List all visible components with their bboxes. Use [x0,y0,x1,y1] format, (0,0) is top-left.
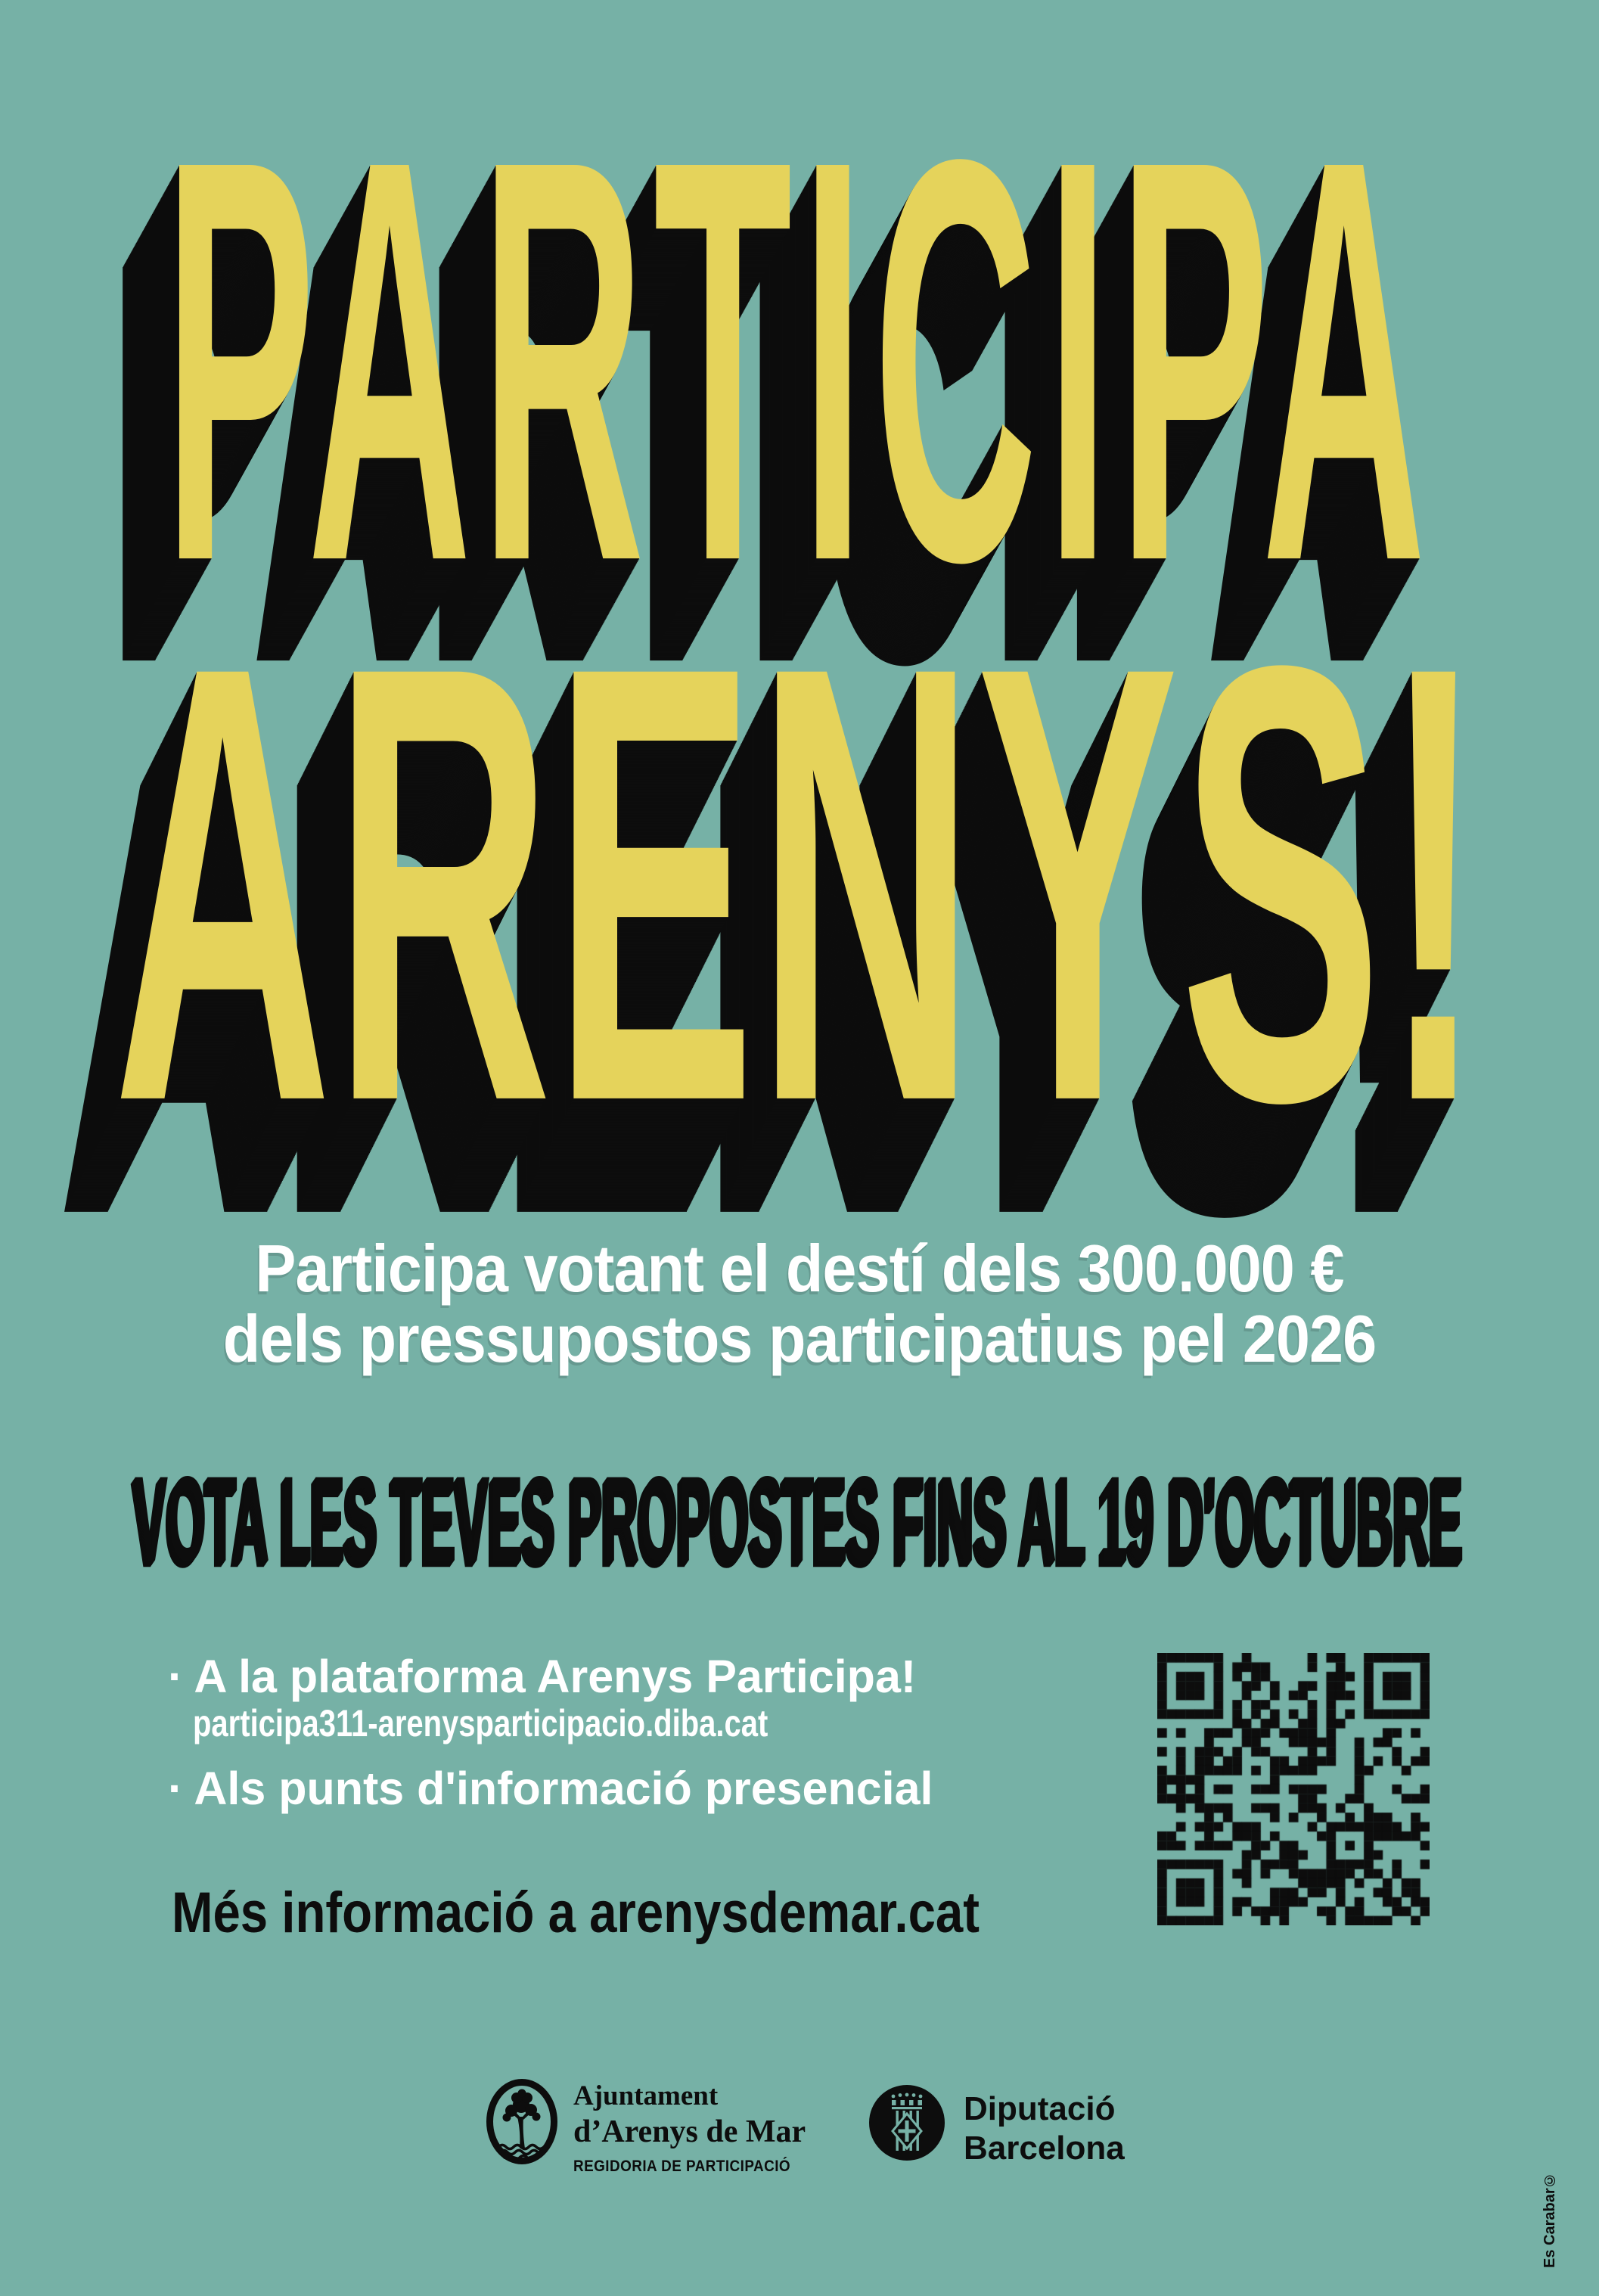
channel-item-inperson-label: Als punts d'informació presencial [194,1763,933,1814]
title-text-arenys: ARENYS! [113,536,1486,1231]
qr-code-icon [1157,1653,1430,1925]
diputacio-name-line2: Barcelona [964,2130,1125,2167]
channel-item-platform-label: A la plataforma Arenys Participa! [194,1651,917,1702]
studio-credit: Es Carabar© [1542,2171,1558,2268]
title-line-arenys [0,536,1599,1231]
ajuntament-department: REGIDORIA DE PARTICIPACIÓ [573,2158,791,2175]
more-info-line [172,1881,1111,1945]
channel-item-inperson [168,1763,933,1814]
bullet-icon: · [168,1651,184,1702]
diputacio-roundel-icon [869,2085,945,2161]
deadline-headline-text: VOTA LES TEVES PROPOSTES FINS AL 19 D'OCTUBRE [135,1450,1464,1586]
subtitle [0,1233,1599,1374]
title-line-participa [0,39,1599,681]
ajuntament-name-line2: d’Arenys de Mar [573,2114,806,2149]
subtitle-line1: Participa votant el destí dels 300.000 € [255,1231,1344,1306]
platform-url [193,1702,911,1745]
ajuntament-seal-icon [486,2079,557,2164]
ajuntament-wordmark [573,2082,815,2176]
diputacio-wordmark [964,2089,1125,2168]
subtitle-line2: dels pressupostos participatius pel 2026 [222,1301,1377,1376]
platform-url-text: participa311-arenysparticipacio.diba.cat [193,1702,768,1745]
deadline-headline [0,1450,1599,1586]
more-info-text: Més informació a arenysdemar.cat [172,1881,980,1945]
diputacio-name-line1: Diputació [964,2090,1116,2127]
bullet-icon: · [168,1763,184,1814]
channel-item-platform [168,1651,917,1702]
ajuntament-name-line1: Ajuntament [573,2080,719,2111]
title-text-participa: PARTICIPA [163,39,1436,681]
